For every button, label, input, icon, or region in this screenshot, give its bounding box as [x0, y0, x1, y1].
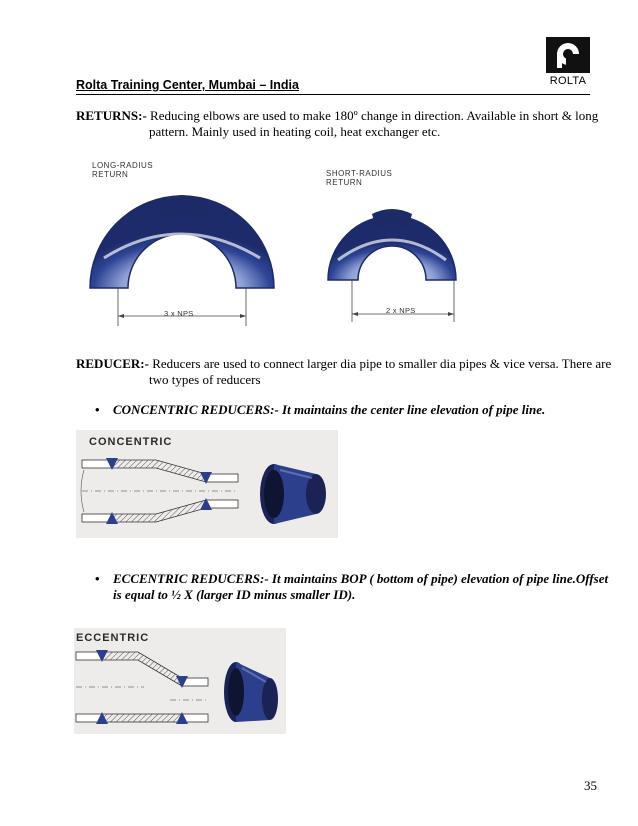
eccentric-figure	[74, 628, 286, 734]
page-number: 35	[584, 778, 597, 793]
header-divider	[76, 94, 590, 95]
short-radius-dimension: 2 x NPS	[386, 306, 416, 315]
reducer-heading: REDUCER:-	[76, 356, 149, 371]
reducer-text-line1: Reducers are used to connect larger dia pipe to smaller dia pipes & vice versa. There are	[148, 356, 612, 371]
long-radius-label: LONG-RADIUS RETURN	[92, 161, 154, 179]
short-radius-label: SHORT-RADIUS RETURN	[326, 169, 393, 187]
concentric-bullet-text: CONCENTRIC REDUCERS:- It maintains the center line elevation of pipe line.	[113, 402, 546, 417]
rolta-logo	[546, 37, 590, 93]
reducer-text-line2: two types of reducers	[149, 372, 261, 387]
header-title: Rolta Training Center, Mumbai – India	[76, 78, 299, 92]
returns-heading: RETURNS:-	[76, 108, 147, 123]
logo-text: ROLTA	[549, 75, 587, 87]
concentric-figure-label: CONCENTRIC	[89, 436, 173, 448]
rolta-logo-mark	[546, 37, 590, 73]
returns-paragraph	[76, 108, 598, 140]
eccentric-figure-label: ECCENTRIC	[76, 632, 150, 644]
concentric-reducer-drawing	[76, 430, 338, 538]
bullet-marker: •	[95, 571, 100, 586]
concentric-figure	[76, 430, 338, 538]
returns-text-line1: Reducing elbows are used to make 180º change in direction. Available in short & long	[146, 108, 599, 123]
reducer-paragraph	[76, 356, 611, 388]
return-elbows-drawing	[80, 150, 480, 330]
returns-text-line2: pattern. Mainly used in heating coil, heat exchanger etc.	[149, 124, 441, 139]
long-radius-dimension: 3 x NPS	[164, 309, 194, 318]
eccentric-reducer-drawing	[74, 628, 286, 734]
eccentric-bullet-text: ECCENTRIC REDUCERS:- It maintains BOP ( bottom of pipe) elevation of pipe line.Offset is equal to ½ X (larger ID minus smaller ID).	[113, 571, 609, 602]
bullet-marker: •	[95, 402, 100, 417]
